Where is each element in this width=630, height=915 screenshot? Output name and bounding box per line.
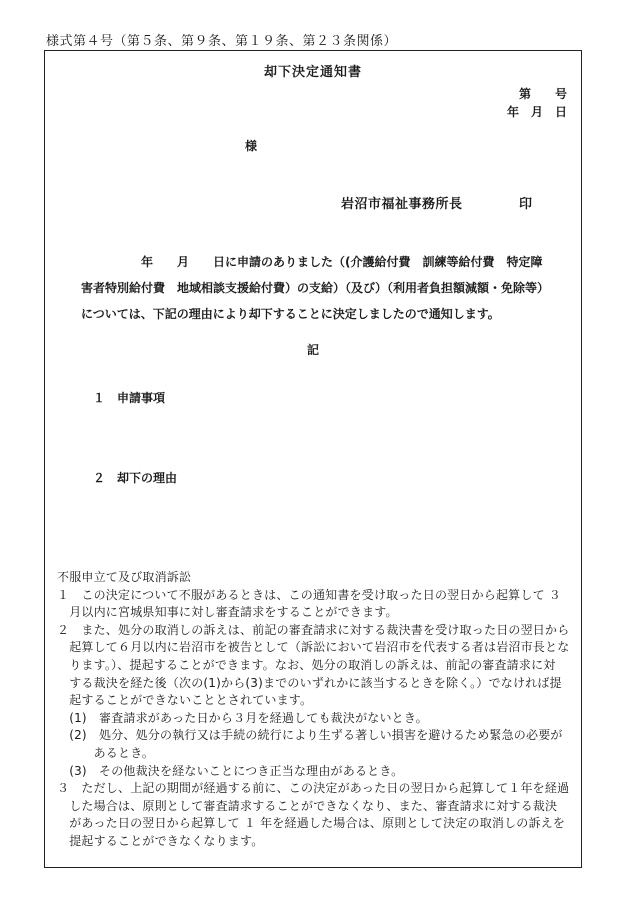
notice-line: があった日の翌日から起算して １ 年を経過した場合は、原則として決定の取消しの訴えを [57,816,566,831]
body-line: 害者特別給付費 地域相談支援給付費）の支給）（及び）（利用者負担額減額・免除等） [81,281,550,295]
ki-heading: 記 [306,343,319,357]
appeal-notice [57,569,573,851]
body-line: については、下記の理由により却下することに決定しましたので通知します。 [81,307,500,321]
notice-heading: 不服申立て及び取消訴訟 [57,570,192,584]
seal-mark: 印 [519,197,533,212]
item-application-matter: １ 申請事項 [93,391,166,405]
form-number-label: 様式第４号（第５条、第９条、第１９条、第２３条関係） [46,34,398,49]
notice-line: ２ また、処分の取消しの訴えは、前記の審査請求に対する裁決書を受け取った日の翌日から [57,622,570,637]
addressee-field: 様 [245,139,258,153]
notice-line: 起することができないこととされています。 [57,693,313,708]
notice-line: ３ ただし、上記の期間が経過する前に、この決定があった日の翌日から起算して１年を経過 [57,781,570,796]
notice-line: あるとき。 [57,745,155,760]
body-line: 年 月 日に申請のありました（(介護給付費 訓練等給付費 特定障 [81,255,543,269]
decision-body [81,249,571,327]
notice-line: (2) 処分、処分の執行又は手続の続行により生ずる著しい損害を避けるため緊急の必要が [57,728,563,743]
notice-line: (1) 審査請求があった日から３月を経過しても裁決がないとき。 [57,710,428,725]
notice-line: (3) その他裁決を経ないことにつき正当な理由があるとき。 [57,763,404,778]
document-number-field: 第 号 [518,87,567,101]
sender-name: 岩沼市福祉事務所長 [341,197,463,212]
notice-line: １ この決定について不服があるときは、この通知書を受け取った日の翌日から起算して ３ [57,587,561,602]
document-date-field: 年 月 日 [506,105,567,119]
notice-line: 月以内に宮城県知事に対し審査請求をすることができます。 [57,605,398,620]
notice-line: する裁決を経た後（次の(1)から(3)までのいずれかに該当するときを除く。）でなければ提 [57,675,562,690]
notice-line: ります。）、提起することができます。なお、処分の取消しの訴えは、前記の審査請求に対 [57,657,556,672]
notice-frame [44,50,582,868]
notice-line: した場合は、原則として審査請求することができなくなり、また、審査請求に対する裁決 [57,798,558,813]
item-rejection-reason: ２ 却下の理由 [93,471,178,485]
document-title: 却下決定通知書 [263,65,362,80]
notice-line: 提起することができなくなります。 [57,833,264,848]
notice-line: 起算して６月以内に岩沼市を被告として（訴訟において岩沼市を代表する者は岩沼市長とな [57,640,570,655]
